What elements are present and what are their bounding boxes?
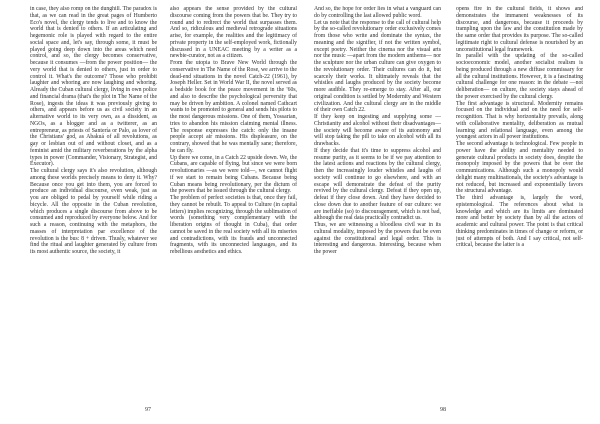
paragraph: Up there we come, in a Catch 22 upside down. We, the Cubans, are capable of flying, but since we were born revolutionaries —as we were told—, we cannot flight if we start to remain being Cubans. Because being Cuban means being revolutionary, per the dictum of the powers that be issued through the cultural clergy. [170, 154, 297, 195]
paragraph: The third advantage is, largely the word, epistemological. The references about what is knowledge and which are its limits are dominated more and better by society than by all the actors of academic and cultural power. The point is that critical thinking predominates in times of change or reform, or just of attempts of both. And I say critical, not self-critical, because the latter is a [456, 195, 583, 249]
paragraph: If they decide that it's time to suppress alcohol and resume purity, as it seems to be if we pay attention to the latest actions and reactions by the cultural clergy, then the increasingly louder whistles and laughs of society will continue to go elsewhere, and with an escape will demonstrate the defeat of the purity revived by the cultural clergy. Defeat if they open up, defeat if they close down. And they have decided to close down due to another feature of our culture: we are ineffable (so) to discouragement, which is not bad, although the real data practically contradict us. [314, 147, 441, 222]
paragraph: opens fire in the cultural fields, it shows and demonstrates the immanent weaknesses of its discourse, and dangerous, because it proceeds by trampling upon the law and the constitution made by the same order that provides its purpose. The so-called legitimate right to cultural defense is nourished by an unconstitutional legal framework. [456, 6, 583, 53]
paragraph: also appears the sense provided by the cultural discourse coming from the powers that be. They try to round and to redirect the world that surpasses them. And so, ridiculous and medieval retrograde situations arise, for example, the realities and the legitimacy of private property in the self-employed work, fictionally discussed in a UNEAC meeting by a writer as a newbie-curator, not as a citizen. [170, 6, 297, 60]
paragraph: Let us note that the response to the call of cultural help by the so-called revolutionary order exclusively comes from those who write and dominate the syntax, the meaning and the signifier, if not the written symbol, except poetry. Neither the cinema nor the visual arts nor the music —apart from the modern anthems— nor the sculpture nor the urban culture can give oxygen to the revolutionary order. Their cultures can do it, but scarcely their works. It ultimately reveals that the whistles and laughs produced by the society become more audible. They re-emerge to stay. After all, our original condition is settled by Modernity and Western civilization. And the cultural clergy are in the middle of their own Catch 22. [314, 19, 441, 114]
paragraph: in case, they also romp on the dunghill. The paradox is that, as we can read in the great pages of Humberto Eco's novel, the clergy tends to live and to know the world that is denied to others. If an articulating and hegemonic role is played with regard to the entire social space and, let's say, through some, it must be played going deep down into the areas which need control, and so, the clergy becomes conservative, because it consumes —from the power position— the very world that is denied to others, just in order to control it. What's the outcome? Those who prohibit laughter and whoring are now laughing and whoring. Already the Cuban cultural clergy, living in own police and financial drama (that's the plot in The Name of the Rose), ingests the ideas it was previously giving to others, and appears before us as civil society in an alternative world to its very own, as a dissident, as NGOs, as a blogger and as a twitterer, as an entrepreneur, as priests of Santería or Palo, as lover of the Christians' god, as Abakuá of all revolutions, as gay or lesbian out of and without closet, and as a feminist amid the military reverberations by the alpha types in power (Commander, Visionary, Strategist, and Executor). [30, 6, 157, 168]
right-page [300, 0, 600, 424]
paragraph: The cultural clergy says it's also revolution, although among these worlds precisely means to deny it. Why? Because once you get into them, you are forced to produce an individual discourse, even weak, just as you are obliged to pedal by yourself while riding a bicycle. All the opposite in the Cuban revolution, which produces a single discourse from above to be consumed and reproduced by everyone below. And for such a reason, continuing with the metaphors, the masses of interpretation par excellence of the revolution is the bus: 8 + driven. Thusly, whatever we find the ritual and laughter generated by culture from its most authentic source, the society, it [30, 168, 157, 255]
paragraph: And so, the hope for order lies in what a vanguard can do by controlling the last allowed public word. [314, 6, 441, 19]
right-page-column-1 [314, 6, 441, 404]
page-number: 98 [440, 407, 446, 413]
paragraph: If they keep on ingesting and supplying some —Christianity and alcohol without their disadvantages— the society will become aware of its autonomy and will stop taking the pill to take on alcohol with all its drawbacks. [314, 114, 441, 147]
left-page-column-1 [30, 6, 157, 404]
paragraph: The problem of perfect societies is that, once they fail, they cannot be rebuilt. To appeal to Culture (in capital letters) implies recognizing, through the sublimation of words (something very complementary with the liberation origins of thought in Cuba), that order cannot be saved in the real society with all its miseries and contradictions, with its frauds and unconnected fragments, with its unconnected languages, and its rebellious aesthetics and ethics. [170, 195, 297, 255]
page-number: 97 [145, 407, 151, 413]
paragraph: In parallel with the updating of the so-called socioeconomic model, another socialist realism is being produced through a new diffuse commissary for all the cultural institutions. However, it is a fascinating cultural challenge for one reason: in the debate —not deliberation— on culture, the society stays ahead of the power exercised by the cultural clergy. [456, 53, 583, 100]
left-page-column-2 [170, 6, 297, 404]
paragraph: Thus, we are witnessing a bloodless civil war in its cultural modality, imposed by the powers that be even against the constitutional and legal order. This is interesting and dangerous. Interesting, because when the power [314, 222, 441, 255]
paragraph: The second advantage is technological. Few people in power have the ability and mentality needed to generate cultural products in society does, despite the monopoly imposed by the powers that be over the communications. Although such a monopoly would delight many multinationals, the society's advantage is not reduced, but increased and exponentially favors the structural advantage. [456, 141, 583, 195]
paragraph: The first advantage is structural. Modernity remains focused on the individual and on the need for self-recognition. That is why horizontality prevails, along with collaborative mentality, deliberation as mutual learning and relational language, even among the youngest actors in all power institutions. [456, 100, 583, 141]
right-page-column-2 [456, 6, 583, 404]
paragraph: From the utopia to Brave New World through the conservative in The Name of the Rose, we arrive to the dead-end situations in the novel Catch-22 (1961), by Joseph Heller. Set in World War II, the novel served as a bedside book for the peace movement in the '60s, and also to describe the psychological perversity that may be driven by ambition. A colonel named Cathcart wants to be promoted to general and sends his pilots to the most dangerous missions. One of them, Yossarian, tries to abandon his mission claiming mental illness. The response expresses the catch: only the insane people accept air missions. His displeasure, on the contrary, showed that he was mentally sane; therefore, he can fly. [170, 60, 297, 154]
